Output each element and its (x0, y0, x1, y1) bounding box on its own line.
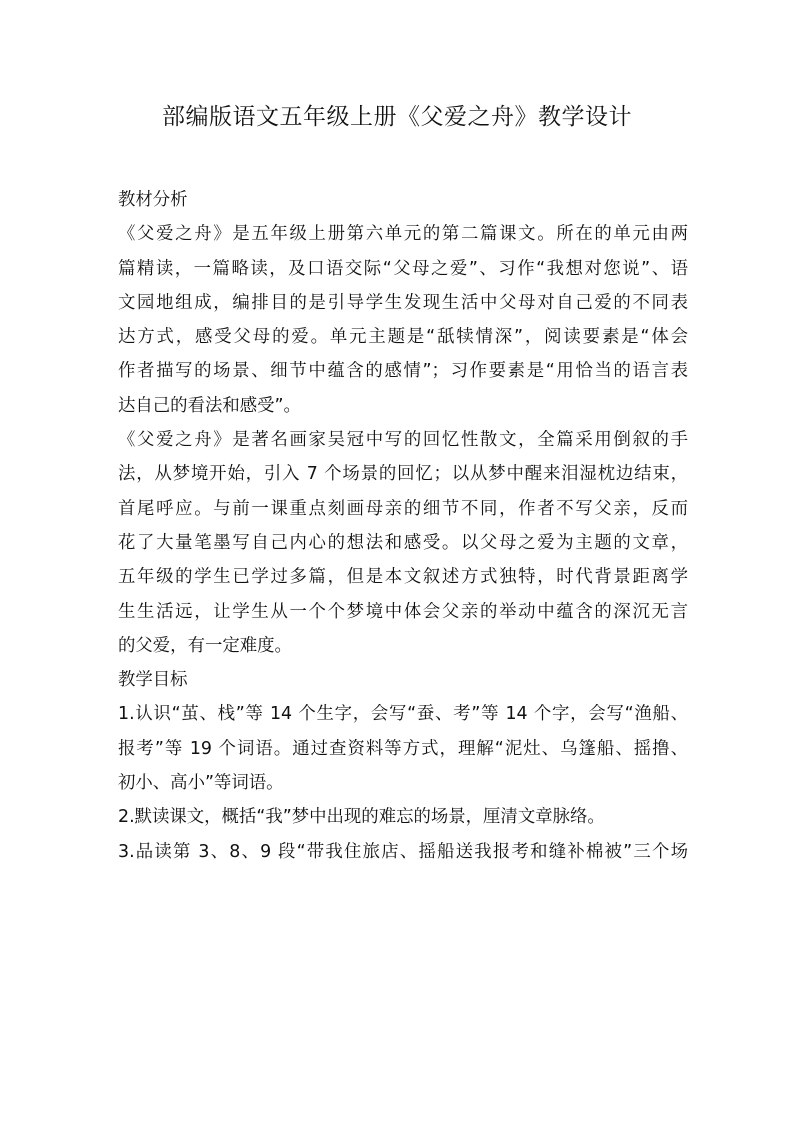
text-line: 2.默读课文，概括“我”梦中出现的难忘的场景，厘清文章脉络。 (118, 807, 605, 828)
text-line: 《父爱之舟》是五年级上册第六单元的第二篇课文。所在的单元由两 (118, 224, 688, 245)
text-line: 1.认识“茧、栈”等 14 个生字，会写“蚕、考”等 14 个字，会写“渔船、 (118, 704, 688, 725)
text-line: 初小、高小”等词语。 (118, 773, 284, 794)
text-line: 教材分析 (118, 190, 188, 210)
text-line: 法，从梦境开始，引入 7 个场景的回忆；以从梦中醒来泪湿枕边结束， (118, 464, 688, 485)
text-line: 篇精读，一篇略读，及口语交际“父母之爱”、习作“我想对您说”、语 (118, 258, 688, 279)
document-title: 部编版语文五年级上册《父爱之舟》教学设计 (162, 104, 632, 130)
text-line: 达自己的看法和感受”。 (118, 395, 301, 416)
text-line: 作者描写的场景、细节中蕴含的感情”；习作要素是“用恰当的语言表 (118, 361, 688, 382)
text-line: 《父爱之舟》是著名画家吴冠中写的回忆性散文，全篇采用倒叙的手 (118, 430, 688, 451)
text-line: 3.品读第 3、8、9 段“带我住旅店、摇船送我报考和缝补棉被”三个场 (118, 841, 688, 862)
text-line: 五年级的学生已学过多篇，但是本文叙述方式独特，时代背景距离学 (118, 567, 688, 588)
text-line: 花了大量笔墨写自己内心的想法和感受。以父母之爱为主题的文章， (118, 532, 688, 553)
text-line: 报考”等 19 个词语。通过查资料等方式，理解“泥灶、乌篷船、摇撸、 (118, 738, 688, 759)
text-line: 首尾呼应。与前一课重点刻画母亲的细节不同，作者不写父亲，反而 (118, 498, 688, 519)
text-line: 生生活远，让学生从一个个梦境中体会父亲的举动中蕴含的深沉无言 (118, 601, 688, 622)
text-line: 的父爱，有一定难度。 (118, 635, 292, 656)
text-line: 教学目标 (118, 670, 188, 691)
text-line: 文园地组成，编排目的是引导学生发现生活中父母对自己爱的不同表 (118, 292, 688, 313)
document-body (118, 183, 688, 869)
text-line: 达方式，感受父母的爱。单元主题是“舐犊情深”，阅读要素是“体会 (118, 327, 688, 348)
